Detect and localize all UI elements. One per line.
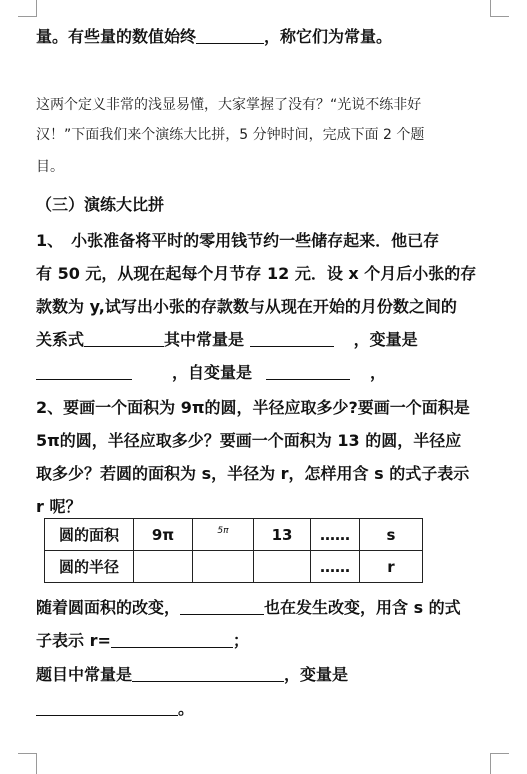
table-cell: 9π	[134, 519, 193, 551]
blank-expression	[111, 633, 233, 648]
table-cell	[193, 551, 254, 583]
question-2-line-4: r 呢？	[36, 497, 82, 516]
followup-line-1	[36, 595, 461, 618]
table-cell: ……	[311, 551, 360, 583]
definition-line	[36, 24, 392, 47]
question-2-line-1: 2、要画一个面积为 9π的圆，半径应取多少?要画一个面积是	[36, 398, 470, 417]
corner-mark-top-right	[490, 0, 509, 17]
circle-table	[44, 518, 423, 583]
table-cell: 圆的半径	[45, 551, 134, 583]
table-cell	[193, 519, 254, 551]
followup-line-2	[36, 628, 249, 651]
table-cell: 圆的面积	[45, 519, 134, 551]
intro-line-1: 这两个定义非常的浅显易懂，大家掌握了没有？“光说不练非好	[36, 97, 422, 113]
variable-label: ，变量是	[353, 330, 418, 349]
corner-mark-bottom-right	[490, 753, 509, 774]
comma: ，	[370, 363, 387, 382]
question-2-line-2: 5π的圆，半径应取多少？要画一个面积为 13 的圆，半径应	[36, 431, 462, 450]
table-cell: r	[360, 551, 423, 583]
relation-label: 关系式	[36, 330, 85, 349]
table-cell: ……	[311, 519, 360, 551]
constant-label: 其中常量是	[164, 330, 245, 349]
table-cell: 13	[254, 519, 311, 551]
constant-question-label: 题目中常量是	[36, 665, 133, 684]
followup-text: 随着圆面积的改变，	[36, 598, 181, 617]
question-1-line-3: 款数为 y,试写出小张的存款数与从现在开始的月份数之间的	[36, 297, 457, 316]
blank-constant-definition	[196, 29, 264, 44]
definition-text-end: ，称它们为常量。	[264, 27, 393, 46]
table-cell	[254, 551, 311, 583]
period: 。	[178, 699, 195, 718]
followup-line-3	[36, 662, 348, 685]
corner-mark-top-left	[18, 0, 37, 17]
expression-label: 子表示 r=	[36, 631, 111, 650]
corner-mark-bottom-left	[18, 753, 37, 774]
blank-changing-quantity	[180, 600, 264, 615]
independent-variable-label: ，自变量是	[172, 363, 253, 382]
question-1-line-1: 1、 小张准备将平时的零用钱节约一些储存起来．他已存	[36, 231, 440, 250]
semicolon: ；	[232, 631, 249, 650]
intro-line-3: 目。	[36, 159, 64, 175]
table-row	[45, 551, 423, 583]
variable-question-label: ，变量是	[284, 665, 349, 684]
section-title: （三）演练大比拼	[36, 195, 165, 214]
blank-independent-variable	[266, 365, 350, 380]
blank-constant	[250, 332, 334, 347]
question-1-line-5	[36, 360, 386, 383]
question-1-line-2: 有 50 元，从现在起每个月节存 12 元．设 x 个月后小张的存	[36, 264, 477, 283]
question-1-line-4	[36, 327, 418, 350]
intro-line-2: 汉！”下面我们来个演练大比拼，5 分钟时间，完成下面 2 个题	[36, 127, 425, 143]
followup-text-end: 也在发生改变，用含 s 的式	[264, 598, 461, 617]
blank-relation	[84, 332, 164, 347]
definition-text: 量。有些量的数值始终	[36, 27, 197, 46]
table-cell: s	[360, 519, 423, 551]
blank-final-constant	[132, 667, 284, 682]
followup-line-4	[36, 696, 194, 719]
question-2-line-3: 取多少？若圆的面积为 s，半径为 r，怎样用含 s 的式子表示	[36, 464, 470, 483]
table-row	[45, 519, 423, 551]
blank-variable	[36, 365, 132, 380]
blank-final-variable	[36, 701, 178, 716]
table-cell	[134, 551, 193, 583]
small-area-value: 5π	[217, 525, 229, 536]
